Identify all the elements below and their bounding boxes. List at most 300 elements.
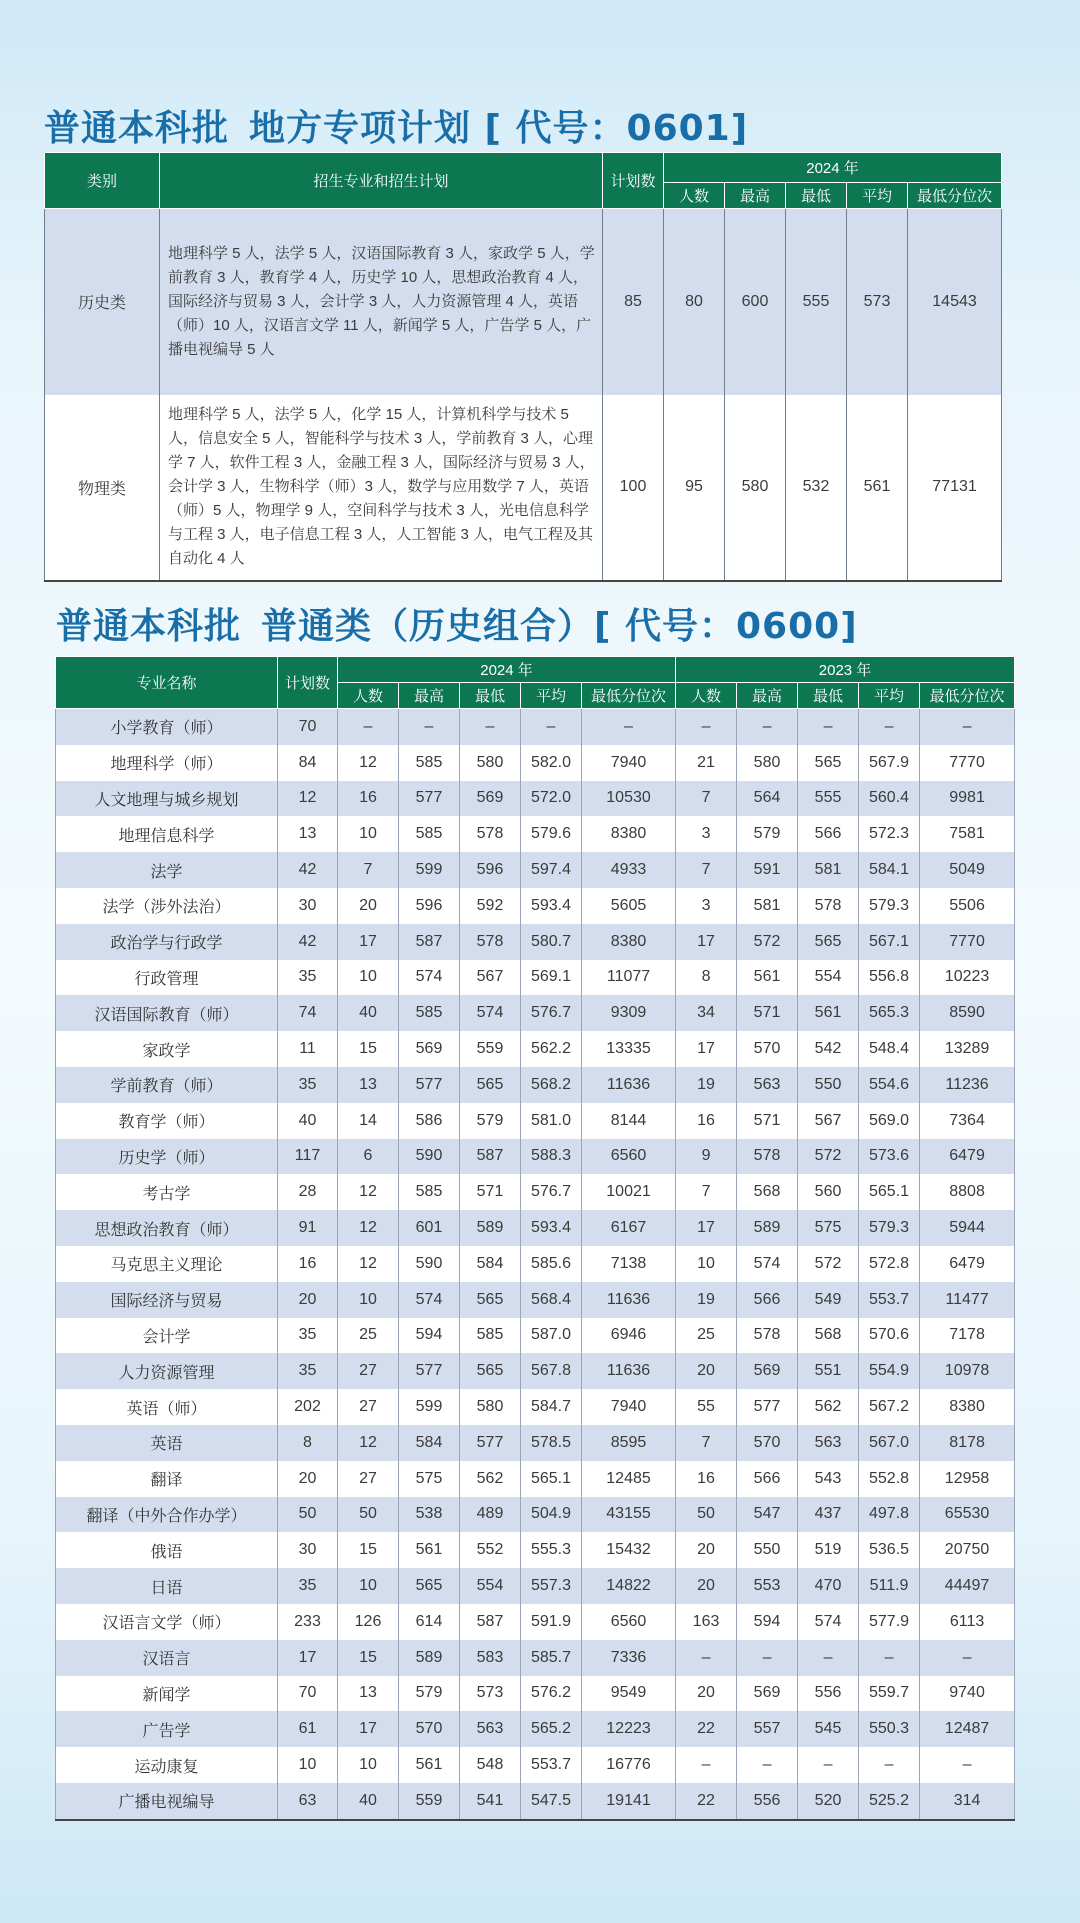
section2-title: 普通本科批 普通类（历史组合）[ 代号：0600]	[56, 606, 858, 647]
header-major-name: 专业名称	[56, 657, 278, 709]
avg-2024-cell: 579.6	[521, 816, 582, 852]
avg-2024-cell: 585.6	[521, 1246, 582, 1282]
header-year-2023: 2023 年	[676, 657, 1015, 683]
max-2024-cell: 574	[399, 960, 460, 996]
section1-title: 普通本科批 地方专项计划 [ 代号：0601]	[44, 108, 749, 149]
rank-2024-cell: 15432	[582, 1532, 676, 1568]
min-2024-cell: 584	[460, 1246, 521, 1282]
min-2024-cell: 580	[460, 745, 521, 781]
special-plan-table	[44, 152, 1002, 582]
plan-cell: 地理科学 5 人，法学 5 人，化学 15 人，计算机科学与技术 5 人，信息安全 5 人，智能科学与技术 3 人，学前教育 3 人，心理学 7 人，软件工程 3 人，金融工程 3 人，国际经济与贸易 3 人，会计学 3 人，生物科学（师）3 人，数学与应用数学 7 人，英语（师）5 人，物理学 9 人，空间科学与技术 3 人，光电信息科学与工程 3 人，电子信息工程 3 人，人工智能 3 人，电气工程及其自动化 4 人	[160, 395, 603, 581]
rank-2023-cell: –	[920, 1640, 1015, 1676]
max-2023-cell: 550	[737, 1532, 798, 1568]
min-2023-cell: 520	[798, 1783, 859, 1820]
table-row	[56, 1532, 1015, 1568]
people-2024-cell: 17	[338, 1711, 399, 1747]
avg-2024-cell: 553.7	[521, 1747, 582, 1783]
people-2024-cell: 13	[338, 1067, 399, 1103]
major-name-cell: 英语（师）	[56, 1389, 278, 1425]
table-row	[56, 888, 1015, 924]
count-cell: 63	[278, 1783, 338, 1820]
avg-2024-cell: 585.7	[521, 1640, 582, 1676]
people-2023-cell: 22	[676, 1783, 737, 1820]
min-2023-cell: 437	[798, 1497, 859, 1533]
avg-2024-cell: 576.7	[521, 995, 582, 1031]
major-name-cell: 思想政治教育（师）	[56, 1210, 278, 1246]
header-avg-2024: 平均	[521, 683, 582, 709]
min-2023-cell: 543	[798, 1461, 859, 1497]
rank-cell: 14543	[908, 209, 1002, 395]
count-cell: 233	[278, 1604, 338, 1640]
table-row	[56, 1568, 1015, 1604]
max-2023-cell: 556	[737, 1783, 798, 1820]
avg-2023-cell: 567.1	[859, 924, 920, 960]
count-cell: 12	[278, 781, 338, 817]
people-2023-cell: 7	[676, 852, 737, 888]
min-2024-cell: 587	[460, 1604, 521, 1640]
table-row	[56, 1425, 1015, 1461]
count-cell: 91	[278, 1210, 338, 1246]
table-row	[56, 1318, 1015, 1354]
header-rank: 最低分位次	[908, 183, 1002, 209]
min-2024-cell: 578	[460, 924, 521, 960]
avg-2024-cell: 547.5	[521, 1783, 582, 1820]
rank-2023-cell: 7770	[920, 924, 1015, 960]
avg-2024-cell: 557.3	[521, 1568, 582, 1604]
major-name-cell: 政治学与行政学	[56, 924, 278, 960]
major-name-cell: 运动康复	[56, 1747, 278, 1783]
count-cell: 30	[278, 888, 338, 924]
avg-2023-cell: 565.1	[859, 1174, 920, 1210]
rank-2024-cell: 7940	[582, 1389, 676, 1425]
count-cell: 35	[278, 1568, 338, 1604]
header-people-2023: 人数	[676, 683, 737, 709]
max-2023-cell: 557	[737, 1711, 798, 1747]
avg-2024-cell: 581.0	[521, 1103, 582, 1139]
avg-2023-cell: 554.6	[859, 1067, 920, 1103]
count-cell: 8	[278, 1425, 338, 1461]
rank-2024-cell: 8380	[582, 924, 676, 960]
avg-2023-cell: 565.3	[859, 995, 920, 1031]
max-2023-cell: 574	[737, 1246, 798, 1282]
count-cell: 35	[278, 1318, 338, 1354]
max-2023-cell: 577	[737, 1389, 798, 1425]
rank-2024-cell: 11636	[582, 1353, 676, 1389]
min-2024-cell: 587	[460, 1139, 521, 1175]
major-name-cell: 人力资源管理	[56, 1353, 278, 1389]
people-2023-cell: 3	[676, 888, 737, 924]
rank-2023-cell: 10978	[920, 1353, 1015, 1389]
major-name-cell: 汉语国际教育（师）	[56, 995, 278, 1031]
table-row	[56, 1067, 1015, 1103]
max-2023-cell: 547	[737, 1497, 798, 1533]
count-cell: 100	[603, 395, 664, 581]
rank-2024-cell: 11077	[582, 960, 676, 996]
rank-2023-cell: 7364	[920, 1103, 1015, 1139]
max-2023-cell: 589	[737, 1210, 798, 1246]
avg-2023-cell: 536.5	[859, 1532, 920, 1568]
min-2024-cell: 565	[460, 1353, 521, 1389]
max-2024-cell: 594	[399, 1318, 460, 1354]
major-name-cell: 地理科学（师）	[56, 745, 278, 781]
min-2023-cell: –	[798, 1640, 859, 1676]
rank-2024-cell: 10021	[582, 1174, 676, 1210]
max-2024-cell: 577	[399, 781, 460, 817]
people-2023-cell: 25	[676, 1318, 737, 1354]
max-2024-cell: 561	[399, 1747, 460, 1783]
max-2023-cell: 591	[737, 852, 798, 888]
table-row	[56, 1031, 1015, 1067]
min-2023-cell: 550	[798, 1067, 859, 1103]
max-2024-cell: 587	[399, 924, 460, 960]
count-cell: 35	[278, 960, 338, 996]
max-2023-cell: 568	[737, 1174, 798, 1210]
min-2024-cell: 596	[460, 852, 521, 888]
min-2023-cell: 549	[798, 1282, 859, 1318]
avg-2024-cell: 597.4	[521, 852, 582, 888]
people-2024-cell: 15	[338, 1532, 399, 1568]
major-name-cell: 学前教育（师）	[56, 1067, 278, 1103]
table-row	[56, 1139, 1015, 1175]
min-2023-cell: 561	[798, 995, 859, 1031]
min-2024-cell: –	[460, 709, 521, 745]
min-2023-cell: 519	[798, 1532, 859, 1568]
min-2024-cell: 489	[460, 1497, 521, 1533]
count-cell: 42	[278, 852, 338, 888]
major-name-cell: 历史学（师）	[56, 1139, 278, 1175]
rank-2023-cell: 7581	[920, 816, 1015, 852]
people-2024-cell: 10	[338, 960, 399, 996]
people-2023-cell: 19	[676, 1067, 737, 1103]
header-max: 最高	[725, 183, 786, 209]
min-2023-cell: 578	[798, 888, 859, 924]
min-2024-cell: 563	[460, 1711, 521, 1747]
table-row	[56, 1497, 1015, 1533]
people-2024-cell: 40	[338, 995, 399, 1031]
count-cell: 50	[278, 1497, 338, 1533]
max-2024-cell: 590	[399, 1246, 460, 1282]
major-name-cell: 考古学	[56, 1174, 278, 1210]
people-2024-cell: 20	[338, 888, 399, 924]
rank-2024-cell: 13335	[582, 1031, 676, 1067]
rank-2023-cell: 8380	[920, 1389, 1015, 1425]
min-2024-cell: 583	[460, 1640, 521, 1676]
table-row	[56, 1353, 1015, 1389]
rank-2023-cell: 8178	[920, 1425, 1015, 1461]
rank-2024-cell: 7138	[582, 1246, 676, 1282]
rank-2023-cell: 9740	[920, 1676, 1015, 1712]
people-2023-cell: –	[676, 1747, 737, 1783]
avg-2023-cell: 572.8	[859, 1246, 920, 1282]
people-2024-cell: 15	[338, 1031, 399, 1067]
avg-2023-cell: 525.2	[859, 1783, 920, 1820]
max-2023-cell: 566	[737, 1282, 798, 1318]
count-cell: 30	[278, 1532, 338, 1568]
max-cell: 580	[725, 395, 786, 581]
max-2024-cell: 584	[399, 1425, 460, 1461]
rank-2024-cell: 4933	[582, 852, 676, 888]
max-2024-cell: 614	[399, 1604, 460, 1640]
min-2023-cell: 555	[798, 781, 859, 817]
avg-2024-cell: 567.8	[521, 1353, 582, 1389]
min-2023-cell: 565	[798, 745, 859, 781]
people-2024-cell: 16	[338, 781, 399, 817]
people-2023-cell: 20	[676, 1676, 737, 1712]
max-2024-cell: 577	[399, 1067, 460, 1103]
min-2024-cell: 571	[460, 1174, 521, 1210]
table-row	[56, 1783, 1015, 1820]
rank-2023-cell: 5049	[920, 852, 1015, 888]
table-row	[56, 960, 1015, 996]
people-2023-cell: 17	[676, 924, 737, 960]
major-name-cell: 翻译（中外合作办学）	[56, 1497, 278, 1533]
max-2023-cell: 580	[737, 745, 798, 781]
min-2023-cell: 574	[798, 1604, 859, 1640]
min-2023-cell: 572	[798, 1139, 859, 1175]
min-2024-cell: 548	[460, 1747, 521, 1783]
min-2024-cell: 577	[460, 1425, 521, 1461]
min-2024-cell: 592	[460, 888, 521, 924]
count-cell: 20	[278, 1461, 338, 1497]
min-2024-cell: 565	[460, 1282, 521, 1318]
avg-2023-cell: 567.9	[859, 745, 920, 781]
min-2024-cell: 552	[460, 1532, 521, 1568]
max-2023-cell: 571	[737, 1103, 798, 1139]
people-2024-cell: 14	[338, 1103, 399, 1139]
avg-2023-cell: 577.9	[859, 1604, 920, 1640]
rank-cell: 77131	[908, 395, 1002, 581]
max-2023-cell: 594	[737, 1604, 798, 1640]
table-row	[56, 852, 1015, 888]
header-min-2023: 最低	[798, 683, 859, 709]
people-2024-cell: 40	[338, 1783, 399, 1820]
people-2024-cell: 25	[338, 1318, 399, 1354]
header-avg: 平均	[847, 183, 908, 209]
max-2024-cell: 596	[399, 888, 460, 924]
table-row	[56, 1103, 1015, 1139]
min-2023-cell: 545	[798, 1711, 859, 1747]
rank-2024-cell: 14822	[582, 1568, 676, 1604]
min-2024-cell: 574	[460, 995, 521, 1031]
major-name-cell: 地理信息科学	[56, 816, 278, 852]
max-2023-cell: 570	[737, 1425, 798, 1461]
min-2023-cell: 581	[798, 852, 859, 888]
major-name-cell: 俄语	[56, 1532, 278, 1568]
rank-2024-cell: 6560	[582, 1139, 676, 1175]
people-2023-cell: 163	[676, 1604, 737, 1640]
max-2024-cell: 569	[399, 1031, 460, 1067]
count-cell: 84	[278, 745, 338, 781]
people-cell: 95	[664, 395, 725, 581]
major-name-cell: 教育学（师）	[56, 1103, 278, 1139]
people-2024-cell: 12	[338, 1174, 399, 1210]
max-2024-cell: –	[399, 709, 460, 745]
count-cell: 17	[278, 1640, 338, 1676]
min-2023-cell: 554	[798, 960, 859, 996]
table-row	[56, 924, 1015, 960]
avg-2024-cell: 504.9	[521, 1497, 582, 1533]
people-2024-cell: 10	[338, 1747, 399, 1783]
people-2024-cell: –	[338, 709, 399, 745]
avg-2024-cell: 593.4	[521, 1210, 582, 1246]
max-2024-cell: 586	[399, 1103, 460, 1139]
people-cell: 80	[664, 209, 725, 395]
major-name-cell: 法学（涉外法治）	[56, 888, 278, 924]
header-year-2024: 2024 年	[664, 153, 1002, 183]
people-2023-cell: 21	[676, 745, 737, 781]
max-2023-cell: 578	[737, 1318, 798, 1354]
avg-2024-cell: 568.2	[521, 1067, 582, 1103]
count-cell: 28	[278, 1174, 338, 1210]
rank-2024-cell: 19141	[582, 1783, 676, 1820]
rank-2023-cell: 6479	[920, 1246, 1015, 1282]
min-2023-cell: 551	[798, 1353, 859, 1389]
rank-2023-cell: 8808	[920, 1174, 1015, 1210]
avg-2023-cell: 497.8	[859, 1497, 920, 1533]
avg-2024-cell: 576.7	[521, 1174, 582, 1210]
people-2023-cell: 7	[676, 1174, 737, 1210]
people-2023-cell: 3	[676, 816, 737, 852]
header-rank-2023: 最低分位次	[920, 683, 1015, 709]
people-2024-cell: 50	[338, 1497, 399, 1533]
rank-2023-cell: 6113	[920, 1604, 1015, 1640]
max-2023-cell: 578	[737, 1139, 798, 1175]
max-2024-cell: 579	[399, 1676, 460, 1712]
min-2023-cell: 556	[798, 1676, 859, 1712]
major-name-cell: 法学	[56, 852, 278, 888]
table-body	[56, 709, 1015, 1820]
people-2023-cell: 16	[676, 1103, 737, 1139]
max-2023-cell: 572	[737, 924, 798, 960]
avg-2024-cell: 588.3	[521, 1139, 582, 1175]
count-cell: 42	[278, 924, 338, 960]
avg-2023-cell: 570.6	[859, 1318, 920, 1354]
avg-2023-cell: –	[859, 709, 920, 745]
table-row	[56, 1640, 1015, 1676]
min-2023-cell: –	[798, 709, 859, 745]
max-2024-cell: 590	[399, 1139, 460, 1175]
rank-2023-cell: 9981	[920, 781, 1015, 817]
rank-2024-cell: 12223	[582, 1711, 676, 1747]
min-2023-cell: 565	[798, 924, 859, 960]
max-2024-cell: 585	[399, 745, 460, 781]
rank-2024-cell: 6946	[582, 1318, 676, 1354]
count-cell: 35	[278, 1067, 338, 1103]
max-2024-cell: 561	[399, 1532, 460, 1568]
avg-2024-cell: 568.4	[521, 1282, 582, 1318]
major-name-cell: 新闻学	[56, 1676, 278, 1712]
rank-2024-cell: 8380	[582, 816, 676, 852]
people-2024-cell: 7	[338, 852, 399, 888]
avg-2023-cell: 560.4	[859, 781, 920, 817]
min-2023-cell: 560	[798, 1174, 859, 1210]
min-2024-cell: 565	[460, 1067, 521, 1103]
avg-2024-cell: 582.0	[521, 745, 582, 781]
rank-2023-cell: –	[920, 1747, 1015, 1783]
table-row	[56, 995, 1015, 1031]
major-name-cell: 汉语言	[56, 1640, 278, 1676]
people-2024-cell: 10	[338, 1282, 399, 1318]
avg-2024-cell: –	[521, 709, 582, 745]
rank-2023-cell: 11477	[920, 1282, 1015, 1318]
avg-2023-cell: 552.8	[859, 1461, 920, 1497]
people-2024-cell: 12	[338, 1425, 399, 1461]
max-2023-cell: 569	[737, 1353, 798, 1389]
history-combination-table	[55, 656, 1015, 1821]
max-2024-cell: 585	[399, 995, 460, 1031]
rank-2024-cell: 7940	[582, 745, 676, 781]
people-2023-cell: –	[676, 709, 737, 745]
people-2023-cell: 7	[676, 1425, 737, 1461]
avg-2024-cell: 593.4	[521, 888, 582, 924]
header-max-2024: 最高	[399, 683, 460, 709]
avg-2024-cell: 578.5	[521, 1425, 582, 1461]
max-2024-cell: 559	[399, 1783, 460, 1820]
table-row	[56, 1747, 1015, 1783]
max-cell: 600	[725, 209, 786, 395]
avg-2024-cell: 565.1	[521, 1461, 582, 1497]
count-cell: 11	[278, 1031, 338, 1067]
table-row	[56, 1604, 1015, 1640]
max-2023-cell: 569	[737, 1676, 798, 1712]
rank-2024-cell: 8144	[582, 1103, 676, 1139]
header-year-2024: 2024 年	[338, 657, 676, 683]
avg-2023-cell: 579.3	[859, 888, 920, 924]
header-people: 人数	[664, 183, 725, 209]
plan-cell: 地理科学 5 人，法学 5 人，汉语国际教育 3 人，家政学 5 人，学前教育 3 人，教育学 4 人，历史学 10 人，思想政治教育 4 人，国际经济与贸易 3 人，会计学 3 人，人力资源管理 4 人，英语（师）10 人，汉语言文学 11 人，新闻学 5 人，广告学 5 人，广播电视编导 5 人	[160, 209, 603, 395]
people-2024-cell: 27	[338, 1389, 399, 1425]
avg-2023-cell: 573.6	[859, 1139, 920, 1175]
people-2024-cell: 27	[338, 1461, 399, 1497]
count-cell: 117	[278, 1139, 338, 1175]
category-cell: 历史类	[45, 209, 160, 395]
people-2024-cell: 17	[338, 924, 399, 960]
rank-2024-cell: 12485	[582, 1461, 676, 1497]
avg-2024-cell: 572.0	[521, 781, 582, 817]
count-cell: 70	[278, 709, 338, 745]
rank-2023-cell: 7178	[920, 1318, 1015, 1354]
max-2023-cell: 566	[737, 1461, 798, 1497]
max-2024-cell: 570	[399, 1711, 460, 1747]
header-avg-2023: 平均	[859, 683, 920, 709]
rank-2023-cell: 6479	[920, 1139, 1015, 1175]
table-row	[56, 1461, 1015, 1497]
table-row	[56, 781, 1015, 817]
avg-2024-cell: 580.7	[521, 924, 582, 960]
people-2023-cell: 8	[676, 960, 737, 996]
rank-2023-cell: 5944	[920, 1210, 1015, 1246]
rank-2023-cell: 65530	[920, 1497, 1015, 1533]
people-2023-cell: 50	[676, 1497, 737, 1533]
avg-2023-cell: –	[859, 1640, 920, 1676]
rank-2023-cell: 20750	[920, 1532, 1015, 1568]
max-2023-cell: –	[737, 709, 798, 745]
major-name-cell: 英语	[56, 1425, 278, 1461]
min-cell: 555	[786, 209, 847, 395]
rank-2024-cell: 6560	[582, 1604, 676, 1640]
table-row	[45, 395, 1002, 581]
count-cell: 16	[278, 1246, 338, 1282]
avg-2023-cell: 567.0	[859, 1425, 920, 1461]
min-2024-cell: 559	[460, 1031, 521, 1067]
header-count: 计划数	[603, 153, 664, 209]
avg-2023-cell: 511.9	[859, 1568, 920, 1604]
header-min-2024: 最低	[460, 683, 521, 709]
people-2024-cell: 126	[338, 1604, 399, 1640]
rank-2023-cell: 314	[920, 1783, 1015, 1820]
people-2023-cell: –	[676, 1640, 737, 1676]
rank-2024-cell: 6167	[582, 1210, 676, 1246]
